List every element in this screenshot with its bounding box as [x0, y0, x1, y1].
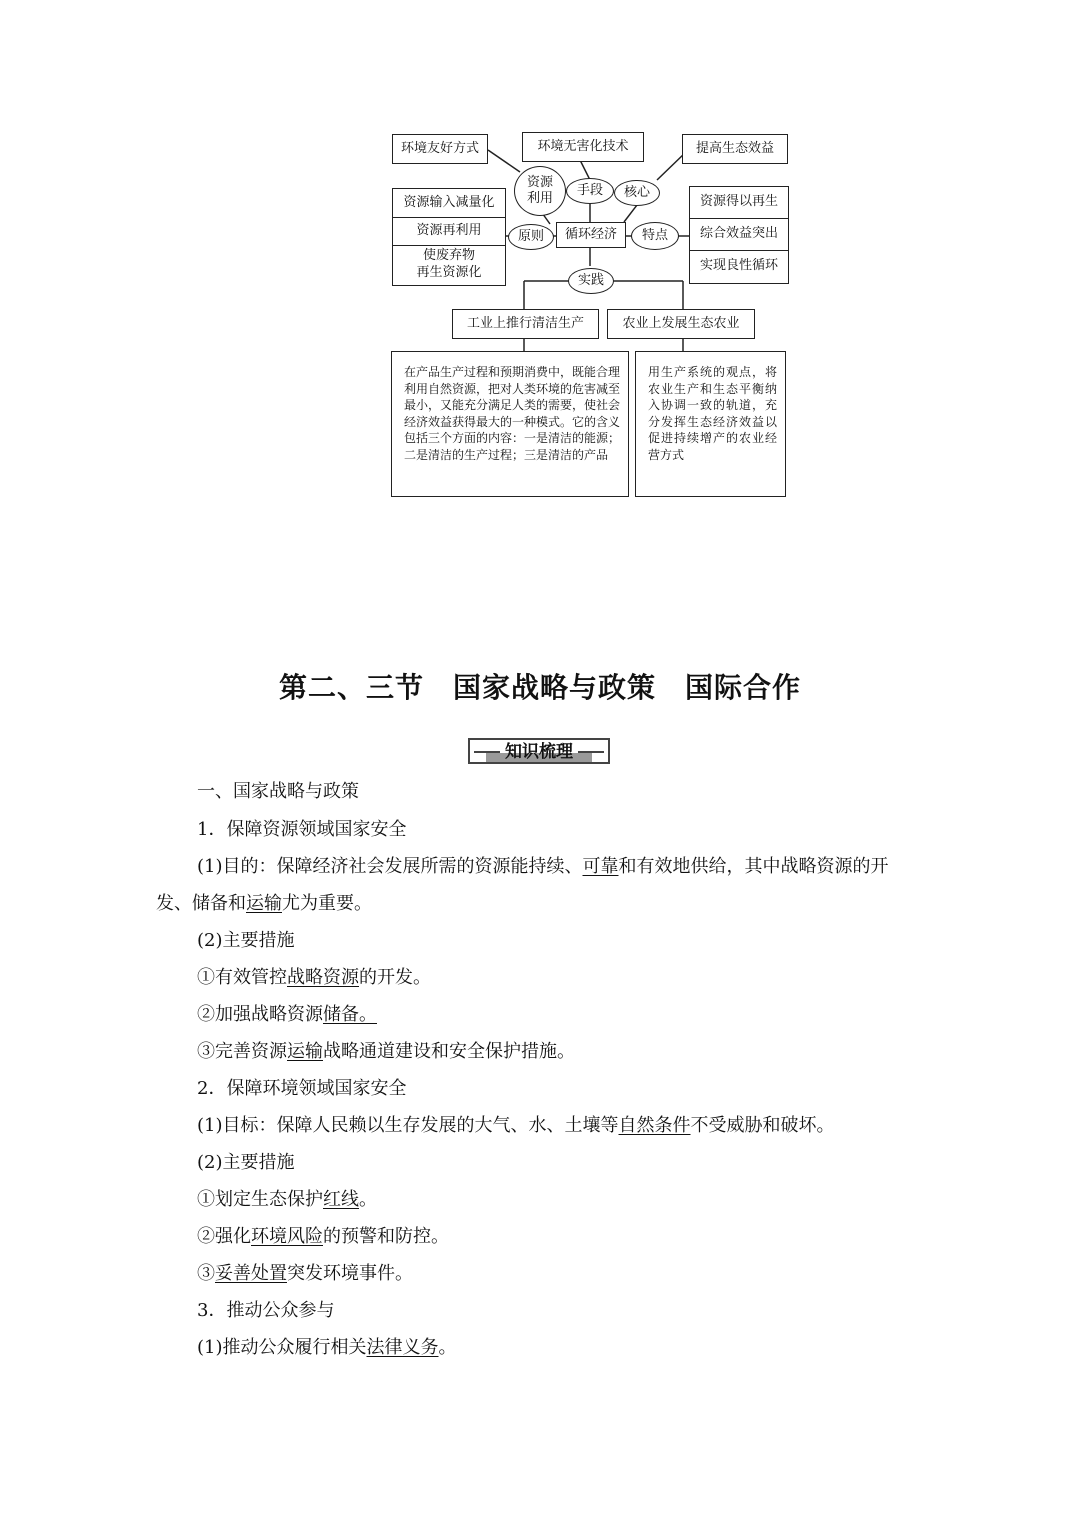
text: 战略通道建设和安全保护措施。: [323, 1041, 575, 1062]
text: 的预警和防控。: [323, 1226, 449, 1247]
oval-principle: 原则: [508, 224, 554, 250]
text: ①有效管控: [197, 967, 287, 988]
principle-reuse: 资源再利用: [393, 218, 505, 246]
feature-cycle: 实现良性循环: [699, 258, 778, 274]
principles-stack: [392, 188, 506, 286]
box-eco-friendly-mode: 环境友好方式: [392, 134, 488, 164]
blank-answer: 法律义务: [366, 1337, 439, 1358]
section-badge: [468, 738, 610, 764]
box-eco-benefit: 提高生态效益: [682, 134, 788, 164]
text: ③: [197, 1263, 215, 1284]
public-participation-1: [197, 1336, 457, 1360]
principle-recycle: 使废弃物 再生资源化: [416, 248, 482, 280]
text: (1)目标：保障人民赖以生存发展的大气、水、土壤等: [197, 1115, 619, 1136]
blank-answer: 运输: [287, 1041, 323, 1062]
text: 不受威胁和破坏。: [690, 1115, 835, 1136]
blank-answer: 储备。: [323, 1004, 377, 1025]
eco-agriculture-desc: 用生产系统的观点，将农业生产和生态平衡纳入协调一致的轨道，充分发挥生态经济效益以促进持续增产的农业经营方式: [635, 351, 786, 497]
environment-goal: [197, 1114, 835, 1138]
text: 。: [359, 1189, 377, 1210]
principle-reduce: 资源输入减量化: [393, 189, 505, 218]
oval-resource-use: 资源 利用: [514, 166, 566, 216]
page-title: 第二、三节 国家战略与政策 国际合作: [278, 671, 801, 704]
text: 。: [438, 1337, 457, 1358]
heading-national-strategy: 一、国家战略与政策: [197, 781, 359, 802]
text: 和有效地供给，其中战略资源的开: [618, 856, 889, 877]
text: ②强化: [197, 1226, 251, 1247]
text: ②加强战略资源: [197, 1004, 323, 1025]
blank-answer: 战略资源: [287, 967, 359, 988]
box-circular-economy: 循环经济: [556, 222, 626, 248]
oval-feature: 特点: [631, 222, 679, 250]
text: ③完善资源: [197, 1041, 287, 1062]
box-clean-production: 工业上推行清洁生产: [452, 309, 599, 339]
heading-resource-security: 1．保障资源领域国家安全: [197, 819, 407, 840]
resource-measures-heading: (2)主要措施: [197, 930, 295, 951]
blank-answer: 妥善处置: [215, 1263, 287, 1284]
heading-public-participation: 3．推动公众参与: [197, 1300, 335, 1321]
text: 的开发。: [359, 967, 431, 988]
environment-measure-3: [197, 1262, 413, 1286]
resource-goal: [197, 855, 889, 879]
clean-production-desc: 在产品生产过程和预期消费中，既能合理利用自然资源，把对人类环境的危害减至最小，又能充分满足人类的需要，使社会经济效益获得最大的一种模式。它的含义包括三个方面的内容：一是清洁的能源；二是清洁的生产过程；三是清洁的产品: [391, 351, 629, 497]
badge-label: 知识梳理: [505, 742, 573, 762]
blank-answer: 运输: [246, 893, 282, 914]
oval-means: 手段: [566, 178, 614, 204]
environment-measure-1: [197, 1188, 377, 1212]
blank-answer: 环境风险: [251, 1226, 323, 1247]
resource-measure-2: [197, 1003, 377, 1027]
blank-answer: 自然条件: [618, 1115, 691, 1136]
features-stack: [689, 186, 789, 284]
text: 突发环境事件。: [287, 1263, 413, 1284]
blank-answer: 可靠: [582, 856, 619, 877]
resource-measure-1: [197, 966, 431, 990]
heading-environment-security: 2．保障环境领域国家安全: [197, 1078, 407, 1099]
resource-measure-3: [197, 1040, 575, 1064]
oval-core: 核心: [614, 180, 660, 206]
text: ①划定生态保护: [197, 1189, 323, 1210]
box-eco-agriculture: 农业上发展生态农业: [607, 309, 755, 339]
oval-practice: 实践: [568, 268, 614, 294]
text: 尤为重要。: [282, 893, 372, 914]
feature-benefit: 综合效益突出: [690, 219, 788, 251]
blank-answer: 红线: [323, 1189, 359, 1210]
feature-regenerate: 资源得以再生: [690, 187, 788, 219]
resource-goal-cont: [156, 892, 372, 916]
text: (1)推动公众履行相关: [197, 1337, 367, 1358]
text: 发、储备和: [156, 893, 246, 914]
environment-measures-heading: (2)主要措施: [197, 1152, 295, 1173]
text: (1)目的：保障经济社会发展所需的资源能持续、: [197, 856, 583, 877]
environment-measure-2: [197, 1225, 449, 1249]
box-harmless-tech: 环境无害化技术: [522, 132, 644, 162]
